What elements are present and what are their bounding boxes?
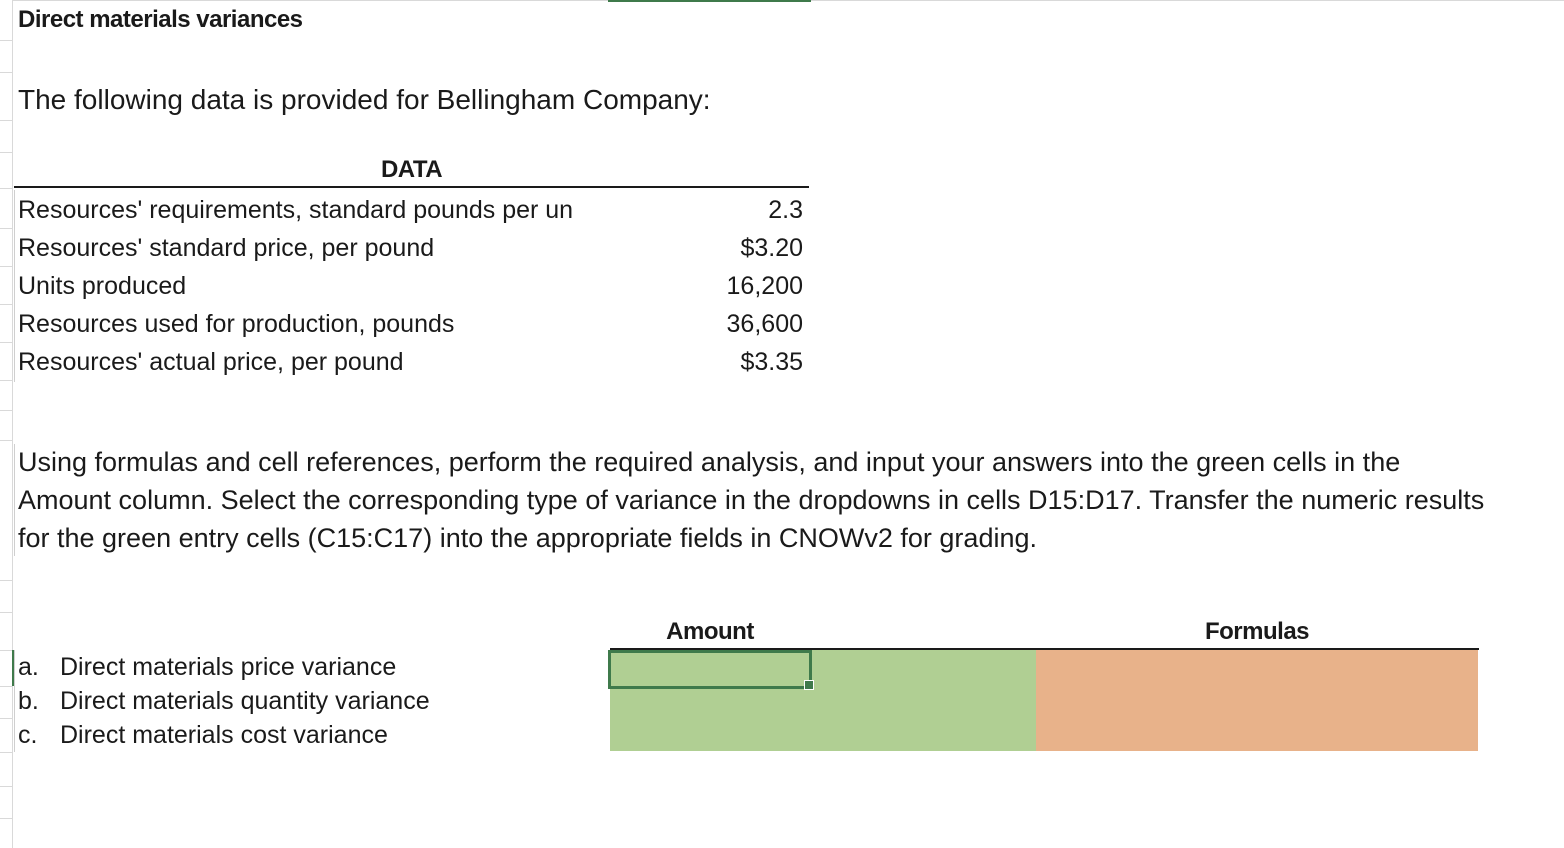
row-divider — [0, 152, 12, 153]
row-divider — [0, 72, 12, 73]
data-row[interactable] — [14, 266, 809, 304]
data-header-label: DATA — [380, 156, 443, 183]
variance-item-letter: c. — [18, 721, 38, 749]
row-divider — [0, 380, 12, 381]
variance-item-label: Direct materials price variance — [60, 653, 397, 681]
data-table-header[interactable] — [14, 156, 809, 188]
row-divider — [0, 120, 12, 121]
row-divider — [0, 304, 12, 305]
data-row[interactable] — [14, 190, 809, 228]
variance-item-label: Direct materials cost variance — [60, 721, 388, 749]
row-divider — [0, 266, 12, 267]
data-row[interactable] — [14, 228, 809, 266]
variance-item-letter: b. — [18, 687, 39, 715]
variance-item[interactable] — [18, 653, 396, 682]
data-row-label: Resources' actual price, per pound — [18, 348, 404, 376]
formulas-cells[interactable] — [1036, 650, 1478, 751]
row-divider — [0, 410, 12, 411]
cell-border — [14, 650, 15, 752]
variance-item[interactable] — [18, 721, 388, 750]
instructions-text[interactable]: Using formulas and cell references, perform the required analysis, and input your answers into the green cells in the Amount column. Select the corresponding type of variance in the dropdowns in cells D15:D17. Transfer the numeric results for the green entry cells (C15:C17) into the appropriate fields in CNOWv2 for grading. — [18, 447, 1485, 553]
row-divider — [0, 650, 12, 651]
data-row-value: $3.35 — [740, 348, 803, 376]
cell-border — [14, 444, 15, 556]
row-gutter — [0, 0, 13, 848]
variance-item-letter: a. — [18, 653, 39, 681]
selected-cell[interactable] — [608, 650, 812, 689]
row-divider — [0, 686, 12, 687]
data-row[interactable] — [14, 304, 809, 342]
row-divider — [0, 342, 12, 343]
data-row-value: 36,600 — [726, 310, 803, 338]
row-divider — [0, 786, 12, 787]
formulas-column-header[interactable]: Formulas — [1204, 618, 1310, 645]
intro-text[interactable]: The following data is provided for Bellingham Company: — [18, 84, 711, 115]
row-divider — [0, 440, 12, 441]
column-selection-indicator — [608, 0, 811, 2]
data-row-value: 2.3 — [768, 196, 803, 224]
data-row-label: Resources' standard price, per pound — [18, 234, 435, 262]
data-row-label: Resources used for production, pounds — [18, 310, 455, 338]
amount-column-header[interactable]: Amount — [666, 618, 754, 645]
row-divider — [0, 818, 12, 819]
data-row-label: Resources' requirements, standard pounds per un — [18, 196, 574, 224]
row-divider — [0, 228, 12, 229]
row-divider — [0, 40, 12, 41]
fill-handle[interactable] — [804, 680, 814, 690]
row-divider — [0, 612, 12, 613]
variance-item-label: Direct materials quantity variance — [60, 687, 430, 715]
row-divider — [0, 718, 12, 719]
data-row-value: $3.20 — [740, 234, 803, 262]
row-divider — [0, 580, 12, 581]
sheet-title[interactable]: Direct materials variances — [18, 6, 303, 33]
data-row-label: Units produced — [18, 272, 187, 300]
data-row[interactable] — [14, 342, 809, 380]
variance-item[interactable] — [18, 687, 430, 716]
row-divider — [0, 752, 12, 753]
row-divider — [0, 188, 12, 189]
data-row-value: 16,200 — [726, 272, 803, 300]
